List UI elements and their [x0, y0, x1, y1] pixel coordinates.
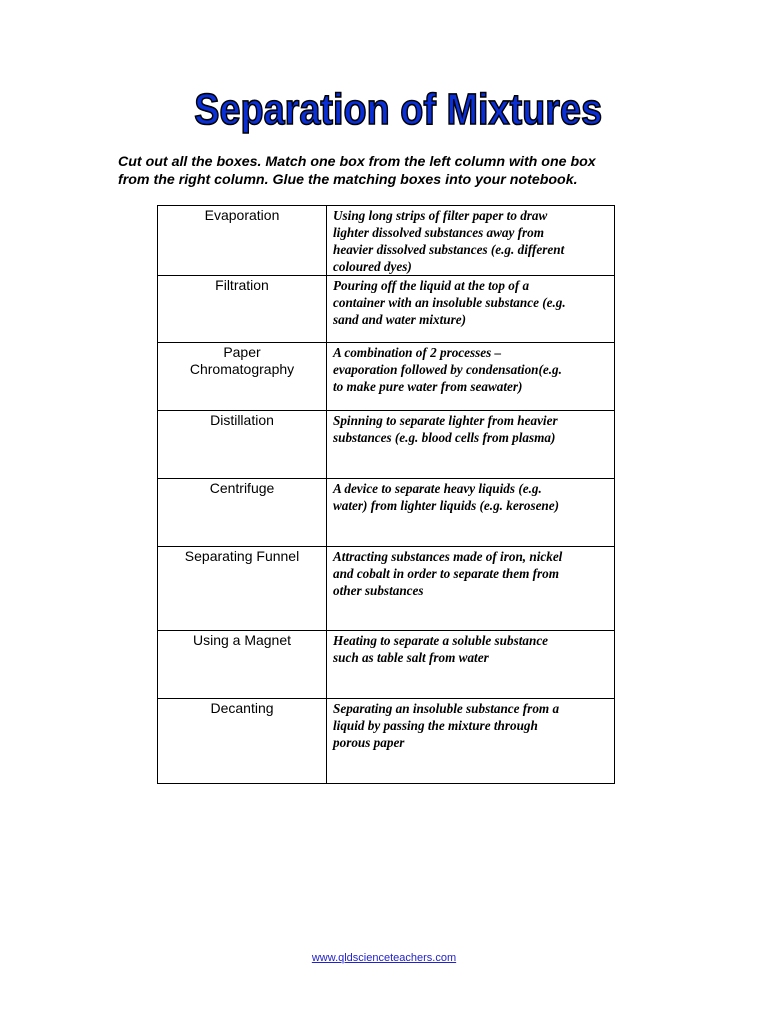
method-label: Distillation	[210, 412, 274, 428]
description-line: Separating an insoluble substance from a	[333, 701, 560, 716]
description-line: substances (e.g. blood cells from plasma)	[333, 430, 556, 445]
method-label: Evaporation	[204, 207, 280, 223]
table-row	[158, 206, 615, 276]
description-cell	[327, 699, 615, 784]
method-label: Separating Funnel	[184, 548, 300, 564]
method-cell	[158, 631, 327, 699]
description-line: A combination of 2 processes –	[333, 345, 502, 360]
description-cell	[327, 479, 615, 547]
description-line: coloured dyes)	[333, 259, 412, 274]
description-line: and cobalt in order to separate them from	[333, 566, 560, 581]
matching-table	[157, 205, 615, 784]
description-line: container with an insoluble substance (e.g.	[333, 295, 566, 310]
method-label: Chromatography	[189, 361, 295, 377]
description-line: heavier dissolved substances (e.g. different	[333, 242, 565, 257]
table-row	[158, 276, 615, 343]
website-link[interactable]: www.qldscienceteachers.com	[311, 952, 457, 964]
page-title-container	[14, 84, 768, 136]
method-cell	[158, 699, 327, 784]
description-line: other substances	[333, 583, 424, 598]
table-row	[158, 547, 615, 631]
description-cell	[327, 547, 615, 631]
table-row	[158, 411, 615, 479]
description-cell	[327, 411, 615, 479]
description-line: Spinning to separate lighter from heavier	[333, 413, 558, 428]
method-cell	[158, 411, 327, 479]
instructions-line: Cut out all the boxes. Match one box from the left column with one box	[118, 154, 596, 170]
method-label: Using a Magnet	[192, 632, 292, 648]
description-cell	[327, 206, 615, 276]
instructions	[118, 153, 678, 189]
instructions-line: from the right column. Glue the matching boxes into your notebook.	[118, 172, 578, 188]
description-line: to make pure water from seawater)	[333, 379, 523, 394]
description-line: A device to separate heavy liquids (e.g.	[333, 481, 542, 496]
description-line: Pouring off the liquid at the top of a	[333, 278, 530, 293]
description-line: Heating to separate a soluble substance	[333, 633, 549, 648]
description-line: sand and water mixture)	[333, 312, 466, 327]
description-line: such as table salt from water	[333, 650, 489, 665]
method-cell	[158, 343, 327, 411]
description-line: Using long strips of filter paper to draw	[333, 208, 548, 223]
description-cell	[327, 276, 615, 343]
table-row	[158, 479, 615, 547]
description-line: Attracting substances made of iron, nickel	[333, 549, 563, 564]
method-cell	[158, 206, 327, 276]
description-cell	[327, 343, 615, 411]
description-line: porous paper	[333, 735, 405, 750]
description-line: water) from lighter liquids (e.g. kerosene)	[333, 498, 560, 513]
table-row	[158, 343, 615, 411]
description-line: liquid by passing the mixture through	[333, 718, 538, 733]
method-label: Paper	[223, 344, 261, 360]
page-title: Separation of Mixtures	[194, 85, 602, 134]
method-label: Decanting	[210, 700, 274, 716]
description-cell	[327, 631, 615, 699]
table-row	[158, 631, 615, 699]
method-label: Filtration	[215, 277, 269, 293]
footer	[0, 951, 768, 965]
description-line: evaporation followed by condensation(e.g.	[333, 362, 562, 377]
method-cell	[158, 479, 327, 547]
method-cell	[158, 547, 327, 631]
table-row	[158, 699, 615, 784]
method-label: Centrifuge	[209, 480, 275, 496]
method-cell	[158, 276, 327, 343]
description-line: lighter dissolved substances away from	[333, 225, 545, 240]
